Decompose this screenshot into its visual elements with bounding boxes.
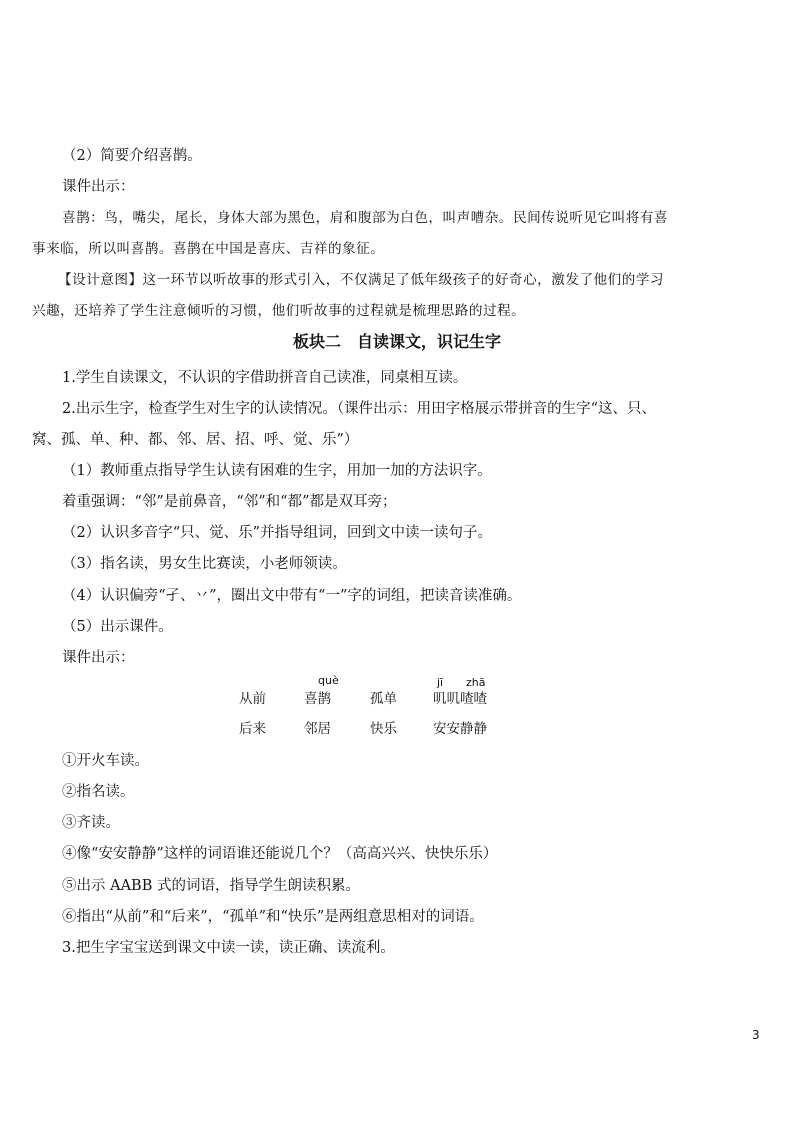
word-item: 快乐 [370,721,397,737]
pinyin-que: què [318,674,339,687]
step-line: ⑥指出“从前”和“后来”，“孤单”和“快乐”是两组意思相对的词语。 [62,909,484,925]
step-line: ③齐读。 [62,815,120,831]
body-line: 课件出示： [62,650,135,666]
step-line: ④像“安安静静”这样的词语谁还能说几个？（高高兴兴、快快乐乐） [62,846,498,862]
intro-line: 事来临，所以叫喜鹊。喜鹊在中国是喜庆、吉祥的象征。 [32,241,385,257]
body-line: （2）认识多音字“只、觉、乐”并指导组词，回到文中读一读句子。 [62,525,493,541]
body-line: 1.学生自读课文，不认识的字借助拼音自己读准，同桌相互读。 [62,370,468,386]
body-line: （3）指名读，男女生比赛读，小老师领读。 [62,556,347,572]
pinyin-zha: zhā [466,676,486,689]
step-line: 3.把生字宝宝送到课文中读一读，读正确、读流利。 [62,940,395,956]
intro-line: （2）简要介绍喜鹊。 [62,148,202,164]
body-line: 2.出示生字，检查学生对生字的认读情况。（课件出示：用田字格展示带拼音的生字“这、只、 [62,401,656,417]
word-item: 从前 [239,691,266,707]
step-line: ⑤出示 AABB 式的词语，指导学生朗读积累。 [62,878,360,894]
word-item: 后来 [239,721,266,737]
word-item: 邻居 [304,721,331,737]
step-line: ②指名读。 [62,784,135,800]
pinyin-ji: jī [437,676,444,689]
body-line: （4）认识偏旁“孑、丷”，圈出文中带有“一”字的词组，把读音读准确。 [62,588,522,604]
intro-line: 喜鹊：鸟，嘴尖，尾长，身体大部为黑色，肩和腹部为白色，叫声嘈杂。民间传说听见它叫将有喜 [62,210,669,226]
intro-line: 课件出示： [62,179,135,195]
design-intent-line: 兴趣，还培养了学生注意倾听的习惯，他们听故事的过程就是梳理思路的过程。 [32,303,526,319]
section-title: 板块二 自读课文，识记生字 [292,332,501,351]
step-line: ①开火车读。 [62,753,149,769]
body-line: 窝、孤、单、种、都、邻、居、招、呼、觉、乐”） [32,432,359,448]
body-line: （1）教师重点指导学生认读有困难的生字，用加一加的方法识字。 [62,463,492,479]
body-line: （5）出示课件。 [62,619,173,635]
word-item: 安安静静 [433,721,487,737]
word-item: 孤单 [370,691,397,707]
word-item: 叽叽喳喳 [433,691,487,707]
design-intent-line: 【设计意图】这一环节以听故事的形式引入，不仅满足了低年级孩子的好奇心，激发了他们的学习 [58,272,665,288]
body-line: 着重强调：“邻”是前鼻音，“邻”和“都”都是双耳旁； [62,494,397,510]
word-item: 喜鹊 [304,691,331,707]
page-number: 3 [752,1028,760,1042]
